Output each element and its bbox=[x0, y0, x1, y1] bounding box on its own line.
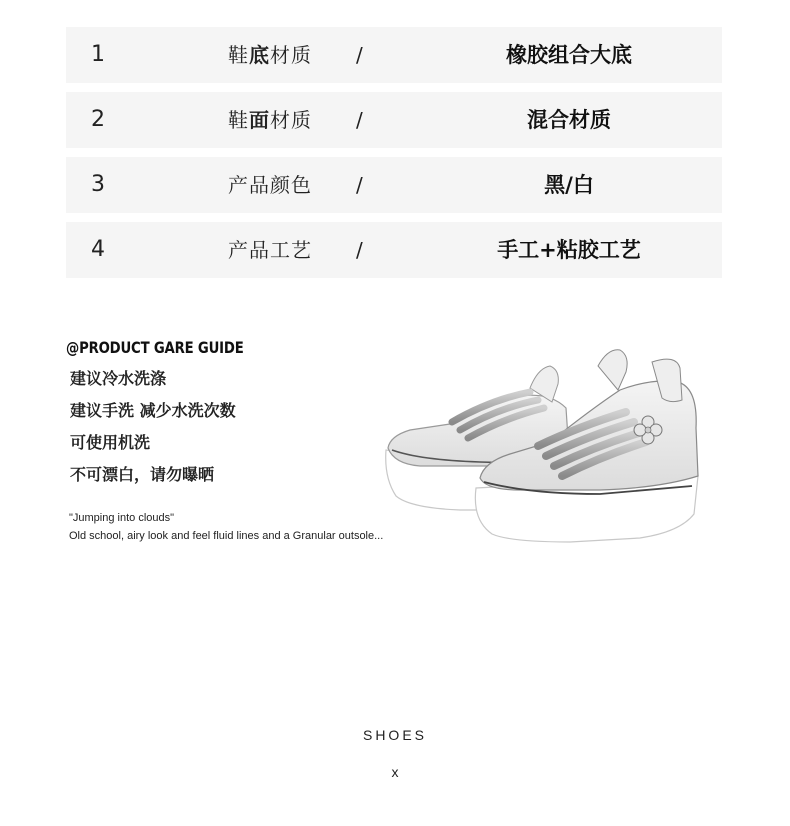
spec-row-upper-material bbox=[66, 92, 722, 148]
spec-number: 1 bbox=[91, 42, 105, 67]
care-quote-title: "Jumping into clouds" bbox=[69, 512, 175, 524]
spec-label-suffix: 材质 bbox=[270, 108, 312, 132]
spec-value: 手工+粘胶工艺 bbox=[497, 238, 641, 262]
care-guide-title: @PRODUCT GARE GUIDE bbox=[66, 338, 244, 357]
spec-value: 黑/白 bbox=[544, 173, 594, 197]
spec-label-suffix: 材质 bbox=[270, 43, 312, 67]
section-label-shoes: SHOES bbox=[362, 727, 427, 743]
care-item-cold-wash: 建议冷水洗涤 bbox=[70, 369, 167, 388]
care-item-no-bleach: 不可漂白，请勿曝晒 bbox=[70, 465, 215, 484]
care-quote-description: Old school, airy look and feel fluid lines and a Granular outsole... bbox=[69, 530, 384, 542]
spec-row-color bbox=[66, 157, 722, 213]
close-icon[interactable]: x bbox=[391, 764, 399, 780]
spec-label bbox=[228, 157, 312, 213]
spec-label-prefix: 鞋 bbox=[228, 108, 249, 132]
spec-row-craft bbox=[66, 222, 722, 278]
spec-row-sole-material bbox=[66, 27, 722, 83]
spec-label bbox=[228, 92, 312, 148]
sneaker-illustration bbox=[380, 338, 710, 553]
spec-number: 3 bbox=[91, 172, 105, 197]
spec-number: 4 bbox=[91, 237, 105, 262]
spec-separator: / bbox=[356, 108, 363, 132]
care-item-hand-wash: 建议手洗 减少水洗次数 bbox=[70, 401, 236, 420]
spec-table bbox=[66, 27, 722, 287]
spec-label-prefix: 鞋 bbox=[228, 43, 249, 67]
spec-label-emphasis: 面 bbox=[249, 108, 270, 132]
spec-separator: / bbox=[356, 173, 363, 197]
spec-number: 2 bbox=[91, 107, 105, 132]
spec-label-prefix: 产品工艺 bbox=[228, 238, 312, 262]
care-guide bbox=[66, 338, 406, 545]
spec-label bbox=[228, 222, 312, 278]
spec-label-emphasis: 底 bbox=[249, 43, 270, 67]
care-item-machine-wash: 可使用机洗 bbox=[70, 433, 151, 452]
spec-value: 橡胶组合大底 bbox=[506, 43, 632, 67]
spec-separator: / bbox=[356, 43, 363, 67]
care-quote bbox=[69, 509, 406, 545]
spec-label bbox=[228, 27, 312, 83]
spec-label-prefix: 产品颜色 bbox=[228, 173, 312, 197]
spec-separator: / bbox=[356, 238, 363, 262]
spec-value: 混合材质 bbox=[527, 108, 611, 132]
